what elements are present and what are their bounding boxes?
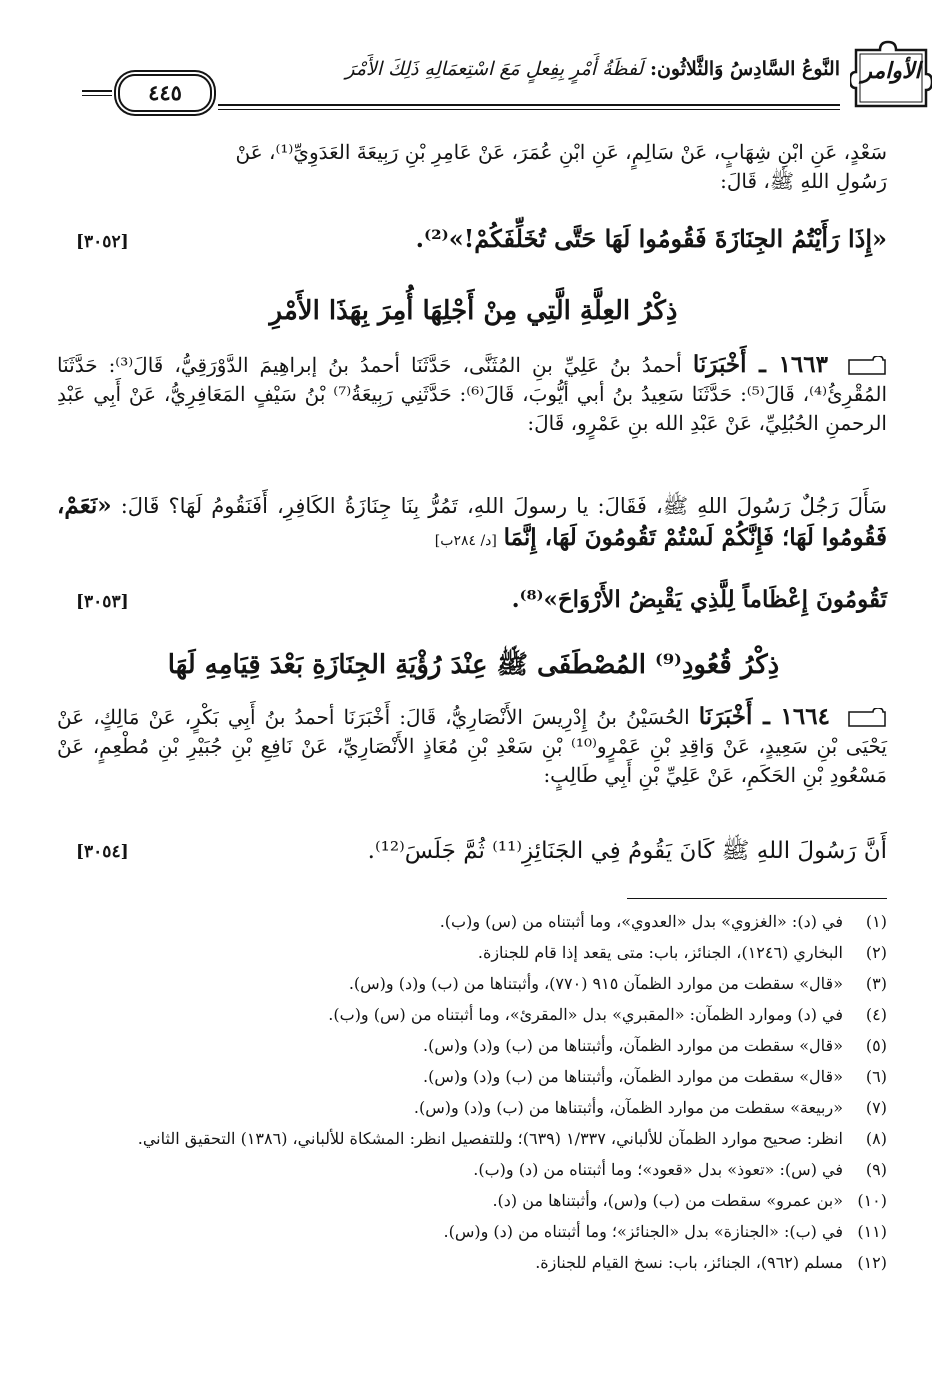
footnote xyxy=(57,1030,887,1061)
isnad-continuation xyxy=(57,138,887,196)
footnote xyxy=(57,1216,887,1247)
footnote-text: في (د): «الغزوي» بدل «العدوي»، وما أثبتناه من (س) و(ب). xyxy=(439,912,843,931)
hadith-answer: «نَعَمْ، فَقُومُوا لَهَا؛ فَإِنَّكُمْ لَسْتُمْ تَقُومُونَ لَهَا، إِنَّمَا xyxy=(57,492,887,551)
ornament-text: ﺍﻷﻭﺍﻣﺮ xyxy=(861,58,921,84)
footnote-number: (٦) xyxy=(865,1067,887,1086)
footnote-text: انظر: صحيح موارد الظمآن للألباني، ١/٣٣٧ (٦٣٩)؛ وللتفصيل انظر: المشكاة للألباني، (١٣٨٦) التحقيق الثاني. xyxy=(137,1129,843,1148)
page-header xyxy=(70,38,940,118)
footnote-text: «ربيعة» سقطت من موارد الظمآن، وأثبتناها من (ب) و(د) و(س). xyxy=(413,1098,843,1117)
section-heading: ذِكْرُ قُعُودِ⁽⁹⁾ المُصْطَفَى ﷺ عِنْدَ رُؤْيَةِ الجِنَازَةِ بَعْدَ قِيَامِهِ لَهَا xyxy=(167,650,780,680)
footnote-number: (١٢) xyxy=(857,1253,887,1272)
footnote-number: (١) xyxy=(865,912,887,931)
hadith-1663-matn xyxy=(57,490,887,557)
footnote xyxy=(57,1092,887,1123)
page-number: ٤٤٥ xyxy=(118,74,212,112)
hadith-number: ١٦٦٣ ـ أَخْبَرَنَا xyxy=(692,351,828,378)
footnote-text: البخاري (١٢٤٦)، الجنائز، باب: متى يقعد إذا قام للجنازة. xyxy=(477,943,843,962)
footnote-text: «بن عمرو» سقطت من (ب) و(س)، وأثبتناها من (د). xyxy=(492,1191,843,1210)
footnote-number: (٨) xyxy=(865,1129,887,1148)
footnote-number: (١١) xyxy=(857,1222,887,1241)
hadith-marker-icon xyxy=(847,356,887,378)
header-rule-left xyxy=(82,90,112,96)
footnote xyxy=(57,937,887,968)
hadith-reference: [٣٠٥٣] xyxy=(76,592,129,612)
footnote-number: (٤) xyxy=(865,1005,887,1024)
footnote-text: مسلم (٩٦٢)، الجنائز، باب: نسخ القيام للجنازة. xyxy=(535,1253,843,1272)
footnote-text: في (ب): «الجنازة» بدل «الجنائز»؛ وما أثبتناه من (د) و(س). xyxy=(443,1222,843,1241)
running-title-sub: لَفظَةُ أَمْرٍ بِفِعلٍ مَعَ اسْتِعمَالِهِ ذَلِكَ الأَمْرَ xyxy=(345,58,644,80)
footnote-number: (١٠) xyxy=(857,1191,887,1210)
footnote-text: في (د) وموارد الظمآن: «المقبري» بدل «المقرئ»، وما أثبتناه من (س) و(ب). xyxy=(328,1005,843,1024)
hadith-isnad: أحمدُ بنُ عَلِيِّ بنِ المُثَنَّى، حَدَّثَنَا أحمدُ بنُ إبراهِيمَ الدَّوْرَقِيُّ، قَالَ⁽³⁾: حَدَّثَنَا المُقْرِئُ⁽⁴⁾، قَالَ⁽⁵⁾: حَدَّثَنَا سَعِيدُ بنُ أبي أيُّوبَ، قَالَ⁽⁶⁾: حَدَّثَنِي رَبِيعَةُ⁽⁷⁾ بْنُ سَيْفٍ المَعَافِرِيُّ، عَنْ أَبِي عَبْدِ الرحمنِ الحُبُلِيِّ، عَنْ عَبْدِ الله بنِ عَمْرٍو، قَالَ: xyxy=(57,353,888,435)
hadith-matn: أَنَّ رَسُولَ اللهِ ﷺ كَانَ يَقُومُ فِي الجَنَائِزِ⁽¹¹⁾ ثُمَّ جَلَسَ⁽¹²⁾. xyxy=(367,838,887,864)
footnote-number: (٥) xyxy=(865,1036,887,1055)
hadith-reference: [٣٠٥٢] xyxy=(76,232,129,252)
running-title xyxy=(345,58,840,80)
running-title-main: النَّوعُ السَّادِسُ وَالثَّلاثُون: xyxy=(649,58,840,80)
section-heading: ذِكْرُ العِلَّةِ الَّتِي مِنْ أَجْلِهَا أُمِرَ بِهَذَا الأَمْرِ xyxy=(269,296,678,326)
text-line: رَسُولِ اللهِ ﷺ، قَالَ: xyxy=(720,169,887,193)
footnote-number: (٣) xyxy=(865,974,887,993)
footnote-text: في (س): «تعوذ» بدل «قعود»؛ وما أثبتناه من (د) و(ب). xyxy=(473,1160,843,1179)
footnote-separator xyxy=(627,898,887,899)
folio-marker: [د/ ٢٨٤ب] xyxy=(434,533,497,549)
hadith-isnad: الحُسَيْنُ بنُ إِدْرِيسَ الأَنْصَارِيُّ، قَالَ: أَخْبَرَنَا أحمدُ بنُ أَبِي بَكْرٍ، عَنْ مَالِكٍ، عَنْ يَحْيَى بْنِ سَعِيدٍ، عَنْ وَاقِدِ بْنِ عَمْرٍو⁽¹⁰⁾ بْنِ سَعْدِ بْنِ مُعَاذٍ الأَنْصَارِيِّ، عَنْ نَافِعِ بْنِ جُبَيْرِ بْنِ مُطْعِمٍ، عَنْ مَسْعُودِ بْنِ الحَكَمِ، عَنْ عَلِيِّ بْنِ أَبِي طَالِبٍ: xyxy=(57,705,887,787)
footnote-number: (٩) xyxy=(865,1160,887,1179)
footnote xyxy=(57,1061,887,1092)
footnote-text: «قال» سقطت من موارد الظمآن ٩١٥ (٧٧٠)، وأثبتناها من (ب) و(د) و(س). xyxy=(348,974,843,993)
hadith-1663 xyxy=(57,350,887,438)
footnote xyxy=(57,1154,887,1185)
footnote-text: «قال» سقطت من موارد الظمآن، وأثبتناها من (ب) و(د) و(س). xyxy=(423,1036,843,1055)
hadith-number: ١٦٦٤ ـ أَخْبَرَنَا xyxy=(698,703,830,730)
footnote xyxy=(57,999,887,1030)
hadith-marker-icon xyxy=(847,708,887,730)
hadith-1664 xyxy=(57,702,887,790)
header-rule-right xyxy=(218,104,840,110)
chapter-ornament xyxy=(850,40,932,110)
footnotes xyxy=(57,906,887,1278)
text-line: سَعْدٍ، عَنِ ابْنِ شِهَابٍ، عَنْ سَالِمٍ، عَنِ ابْنِ عُمَرَ، عَنْ عَامِرِ بْنِ رَبِيعَةَ العَدَوِيِّ⁽¹⁾، عَنْ xyxy=(235,140,887,164)
footnote-number: (٧) xyxy=(865,1098,887,1117)
hadith-reference: [٣٠٥٤] xyxy=(76,842,129,862)
footnote xyxy=(57,1185,887,1216)
footnote-text: «قال» سقطت من موارد الظمآن، وأثبتناها من (ب) و(د) و(س). xyxy=(423,1067,843,1086)
footnote xyxy=(57,1247,887,1278)
footnote xyxy=(57,906,887,937)
hadith-matn: «إِذَا رَأَيْتُمُ الجِنَازَةَ فَقُومُوا لَهَا حَتَّى تُخَلِّفَكُمْ!»⁽²⁾. xyxy=(415,224,887,253)
hadith-matn-end: تَقُومُونَ إِعْظَاماً لِلَّذِي يَقْبِضُ الأَرْوَاحَ»⁽⁸⁾. xyxy=(511,586,887,613)
footnote xyxy=(57,1123,887,1154)
footnote xyxy=(57,968,887,999)
footnote-number: (٢) xyxy=(865,943,887,962)
hadith-question: سَأَلَ رَجُلٌ رَسُولَ اللهِ ﷺ، فَقَالَ: يا رسولَ اللهِ، تَمُرُّ بِنَا جِنَازَةُ الكَافِرِ، أَفَنَقُومُ لَهَا؟ قَالَ: xyxy=(120,494,887,518)
